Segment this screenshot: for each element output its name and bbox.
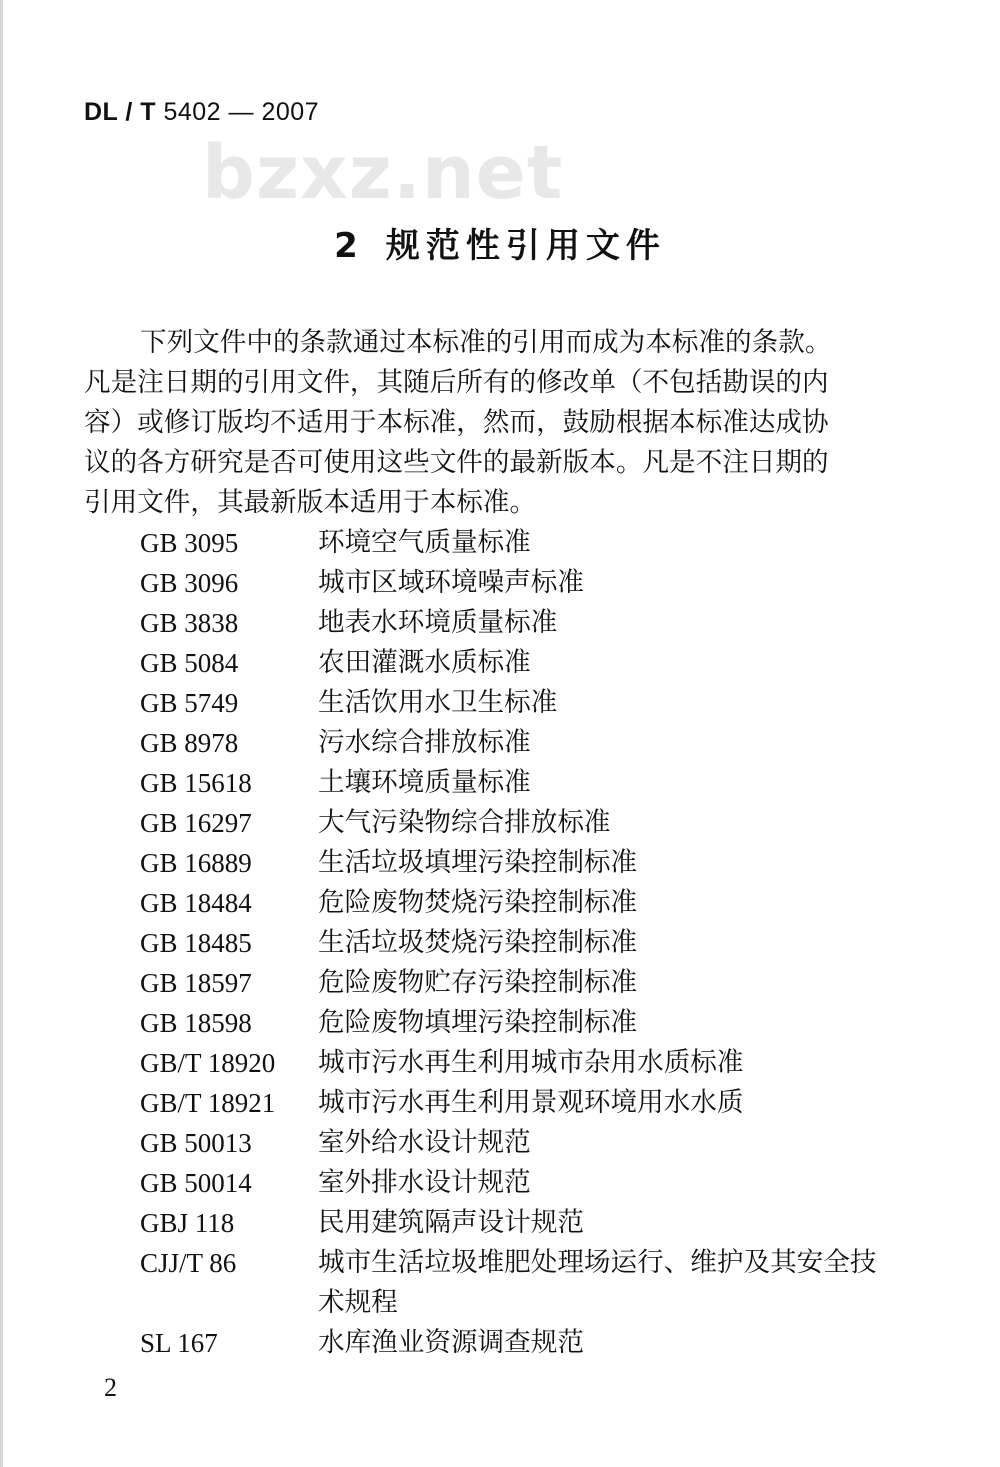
reference-code: GB 18485 [140, 928, 252, 958]
watermark: bzxz.net [202, 130, 564, 216]
reference-title: 农田灌溉水质标准 [318, 647, 531, 678]
reference-item [140, 923, 900, 963]
reference-item [140, 1123, 900, 1163]
reference-title: 危险废物焚烧污染控制标准 [318, 887, 638, 918]
reference-title: 城市污水再生利用城市杂用水质标准 [318, 1047, 744, 1078]
reference-title: 室外排水设计规范 [318, 1167, 531, 1198]
reference-title: 危险废物贮存污染控制标准 [318, 967, 638, 998]
intro-line: 引用文件，其最新版本适用于本标准。 [84, 487, 537, 518]
reference-code: SL 167 [140, 1328, 218, 1358]
reference-title: 水库渔业资源调查规范 [318, 1327, 584, 1358]
reference-code: GB 5084 [140, 648, 239, 678]
reference-title: 危险废物填埋污染控制标准 [318, 1007, 638, 1038]
reference-title: 环境空气质量标准 [318, 527, 531, 558]
reference-title: 大气污染物综合排放标准 [318, 807, 611, 838]
reference-code: GBJ 118 [140, 1208, 235, 1238]
intro-line: 容）或修订版均不适用于本标准，然而，鼓励根据本标准达成协 [84, 407, 829, 438]
reference-code: GB 8978 [140, 728, 239, 758]
reference-title: 民用建筑隔声设计规范 [318, 1207, 584, 1238]
intro-line: 凡是注日期的引用文件，其随后所有的修改单（不包括勘误的内 [84, 367, 829, 398]
reference-code: GB 5749 [140, 688, 239, 718]
reference-code: CJJ/T 86 [140, 1248, 237, 1278]
reference-item [140, 1043, 900, 1083]
reference-item [140, 963, 900, 1003]
reference-title: 城市区域环境噪声标准 [318, 567, 584, 598]
reference-item [140, 723, 900, 763]
reference-title: 土壤环境质量标准 [318, 767, 531, 798]
standard-number: 5402 — 2007 [163, 98, 320, 126]
intro-line: 下列文件中的条款通过本标准的引用而成为本标准的条款。 [140, 327, 832, 358]
reference-item [140, 883, 900, 923]
reference-code: GB 15618 [140, 768, 252, 798]
reference-item [140, 1203, 900, 1243]
reference-title: 城市污水再生利用景观环境用水水质 [318, 1087, 744, 1118]
reference-title: 室外给水设计规范 [318, 1127, 531, 1158]
standard-code-header [84, 98, 319, 127]
reference-item [140, 1003, 900, 1043]
reference-item [140, 643, 900, 683]
reference-item [140, 563, 900, 603]
reference-code: GB 16889 [140, 848, 252, 878]
reference-code: GB/T 18920 [140, 1048, 276, 1078]
reference-title: 城市生活垃圾堆肥处理场运行、维护及其安全技术规程 [318, 1247, 877, 1318]
reference-code: GB 50013 [140, 1128, 252, 1158]
reference-code: GB 3095 [140, 528, 239, 558]
page-number: 2 [104, 1373, 117, 1402]
reference-code: GB/T 18921 [140, 1088, 276, 1118]
standard-prefix: DL / T [84, 98, 156, 126]
section-number: 2 [334, 226, 364, 266]
reference-item [140, 843, 900, 883]
reference-list [140, 523, 900, 1363]
reference-code: GB 18484 [140, 888, 252, 918]
reference-code: GB 50014 [140, 1168, 252, 1198]
reference-item [140, 523, 900, 563]
reference-item [140, 1243, 900, 1323]
reference-item [140, 1323, 900, 1363]
reference-item [140, 1083, 900, 1123]
reference-code: GB 3096 [140, 568, 239, 598]
reference-item [140, 803, 900, 843]
reference-title: 地表水环境质量标准 [318, 607, 558, 638]
reference-code: GB 18598 [140, 1008, 252, 1038]
reference-item [140, 763, 900, 803]
reference-code: GB 16297 [140, 808, 252, 838]
reference-item [140, 603, 900, 643]
intro-paragraph [84, 323, 896, 523]
reference-title: 污水综合排放标准 [318, 727, 531, 758]
section-title: 规范性引用文件 [385, 226, 666, 266]
reference-title: 生活饮用水卫生标准 [318, 687, 558, 718]
reference-item [140, 683, 900, 723]
section-heading [0, 218, 1000, 267]
reference-code: GB 3838 [140, 608, 239, 638]
intro-line: 议的各方研究是否可使用这些文件的最新版本。凡是不注日期的 [84, 447, 829, 478]
reference-title: 生活垃圾填埋污染控制标准 [318, 847, 638, 878]
reference-title: 生活垃圾焚烧污染控制标准 [318, 927, 638, 958]
reference-code: GB 18597 [140, 968, 252, 998]
reference-item [140, 1163, 900, 1203]
